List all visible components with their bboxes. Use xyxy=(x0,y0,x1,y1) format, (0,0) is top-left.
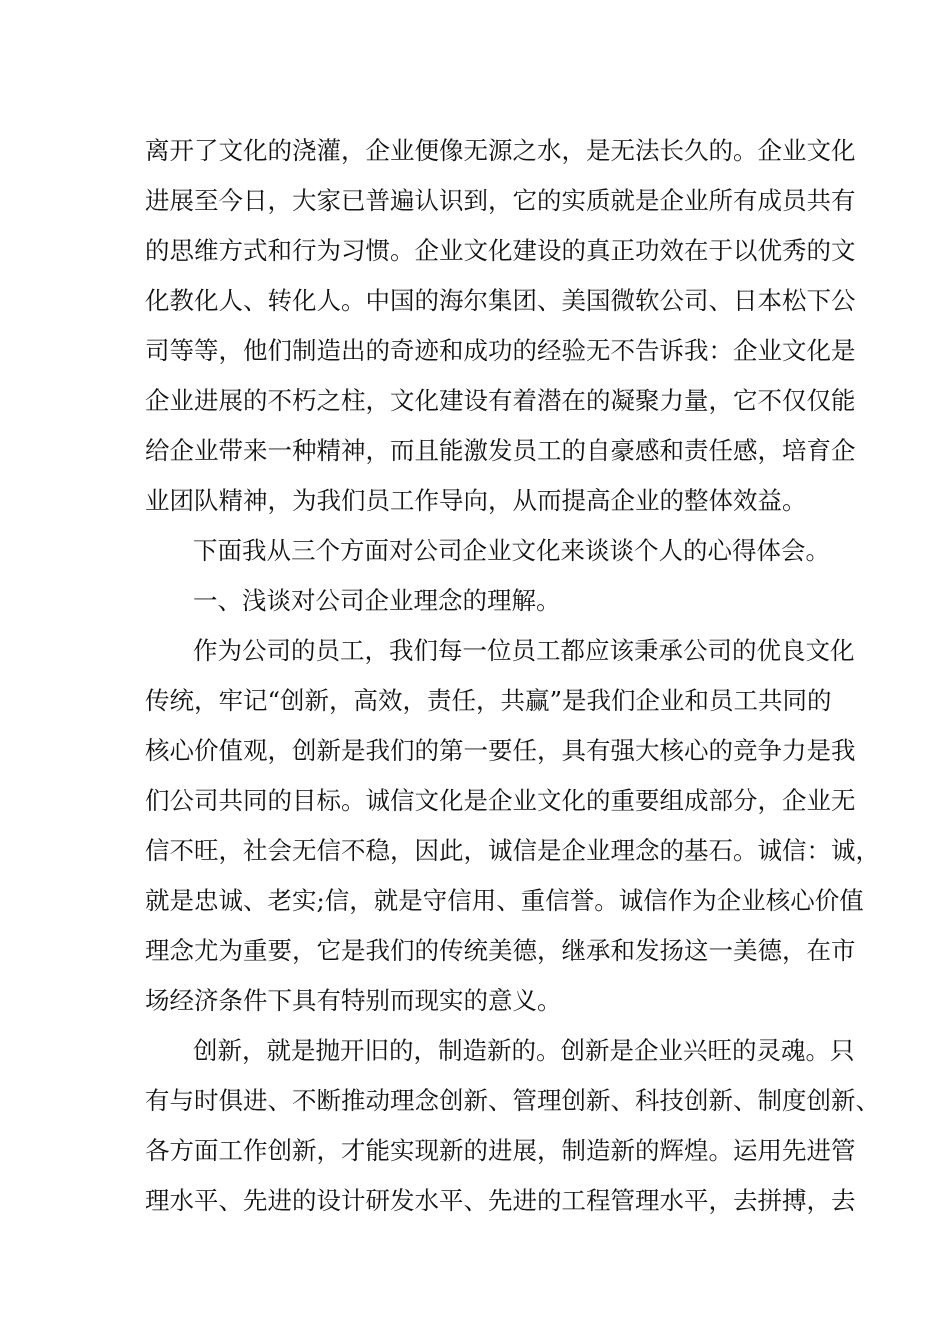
text-line: 核心价值观，创新是我们的第一要任，具有强大核心的竞争力是我 xyxy=(145,736,856,765)
text-line: 理念尤为重要，它是我们的传统美德，继承和发扬这一美德，在市 xyxy=(145,936,856,965)
text-line: 场经济条件下具有特别而现实的意义。 xyxy=(145,986,562,1015)
text-line: 理水平、先进的设计研发水平、先进的工程管理水平，去拼搏，去 xyxy=(145,1186,856,1215)
text-line: 创新，就是抛开旧的，制造新的。创新是企业兴旺的灵魂。只 xyxy=(193,1036,855,1065)
text-line: 们公司共同的目标。诚信文化是企业文化的重要组成部分，企业无 xyxy=(145,786,856,815)
text-line: 下面我从三个方面对公司企业文化来谈谈个人的心得体会。 xyxy=(193,536,830,565)
text-line: 传统，牢记“创新，高效，责任，共赢”是我们企业和员工共同的 xyxy=(145,686,832,715)
text-line: 各方面工作创新，才能实现新的进展，制造新的辉煌。运用先进管 xyxy=(145,1136,856,1165)
text-line: 信不旺，社会无信不稳，因此，诚信是企业理念的基石。诚信：诚， xyxy=(145,836,880,865)
text-line: 离开了文化的浇灌，企业便像无源之水，是无法长久的。企业文化 xyxy=(145,136,856,165)
text-line: 给企业带来一种精神，而且能激发员工的自豪感和责任感，培育企 xyxy=(145,436,856,465)
text-line: 作为公司的员工，我们每一位员工都应该秉承公司的优良文化 xyxy=(193,636,855,665)
text-line: 有与时俱进、不断推动理念创新、管理创新、科技创新、制度创新、 xyxy=(145,1086,880,1115)
text-line: 就是忠诚、老实;信，就是守信用、重信誉。诚信作为企业核心价值 xyxy=(145,886,864,915)
text-line: 化教化人、转化人。中国的海尔集团、美国微软公司、日本松下公 xyxy=(145,286,856,315)
text-line: 企业进展的不朽之柱，文化建设有着潜在的凝聚力量，它不仅仅能 xyxy=(145,386,856,415)
text-line: 的思维方式和行为习惯。企业文化建设的真正功效在于以优秀的文 xyxy=(145,236,856,265)
text-line: 司等等，他们制造出的奇迹和成功的经验无不告诉我：企业文化是 xyxy=(145,336,856,365)
text-line: 业团队精神，为我们员工作导向，从而提高企业的整体效益。 xyxy=(145,486,807,515)
section-heading: 一、浅谈对公司企业理念的理解。 xyxy=(193,586,561,615)
text-line: 进展至今日，大家已普遍认识到，它的实质就是企业所有成员共有 xyxy=(145,186,856,215)
